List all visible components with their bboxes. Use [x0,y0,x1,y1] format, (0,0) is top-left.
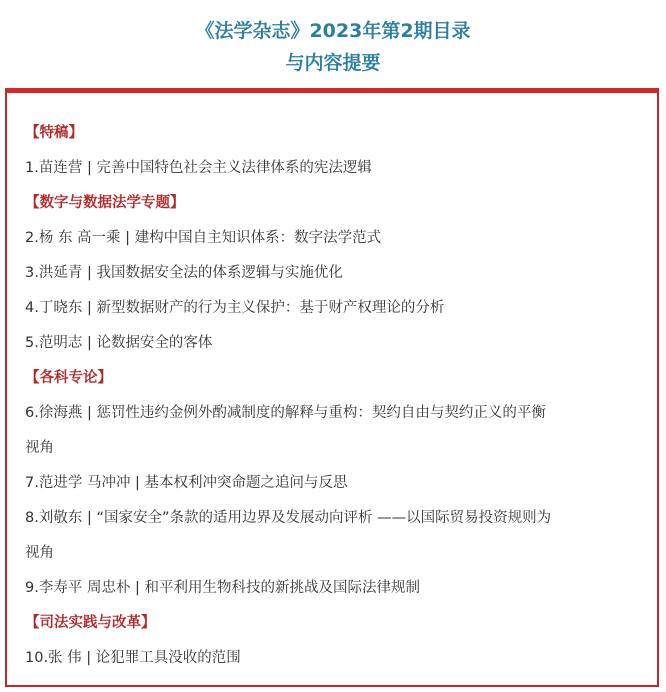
page-title: 《法学杂志》2023年第2期目录 [195,20,471,42]
toc-entry-2: 2.杨 东 高一乘 | 建构中国自主知识体系：数字法学范式 [25,230,382,246]
toc-entry-5: 5.范明志 | 论数据安全的客体 [25,335,213,351]
toc-entry-6: 6.徐海燕 | 惩罚性违约金例外酌减制度的解释与重构：契约自由与契约正义的平衡 [25,405,546,421]
section-heading-specialized: 【各科专论】 [25,370,112,386]
section-heading-special: 【特稿】 [25,125,83,141]
toc-entry-7: 7.范进学 马冲冲 | 基本权利冲突命题之追问与反思 [25,475,348,491]
toc-entry-9: 9.李寿平 周忠朴 | 和平利用生物科技的新挑战及国际法律规制 [25,580,421,596]
toc-entry-1: 1.苗连营 | 完善中国特色社会主义法律体系的宪法逻辑 [25,160,372,176]
section-heading-judicial: 【司法实践与改革】 [25,615,156,631]
toc-entry-3: 3.洪延青 | 我国数据安全法的体系逻辑与实施优化 [25,265,343,281]
toc-entry-8: 8.刘敬东 | “国家安全”条款的适用边界及发展动向评析 ——以国际贸易投资规则为 [25,510,552,526]
toc-entry-10: 10.张 伟 | 论犯罪工具没收的范围 [25,650,241,666]
section-heading-digital-law: 【数字与数据法学专题】 [25,195,185,211]
toc-entry-8-continued: 视角 [25,545,54,561]
toc-entry-4: 4.丁晓东 | 新型数据财产的行为主义保护：基于财产权理论的分析 [25,300,445,316]
page-subtitle: 与内容提要 [285,52,381,74]
toc-entry-6-continued: 视角 [25,440,54,456]
toc-box [5,88,659,687]
